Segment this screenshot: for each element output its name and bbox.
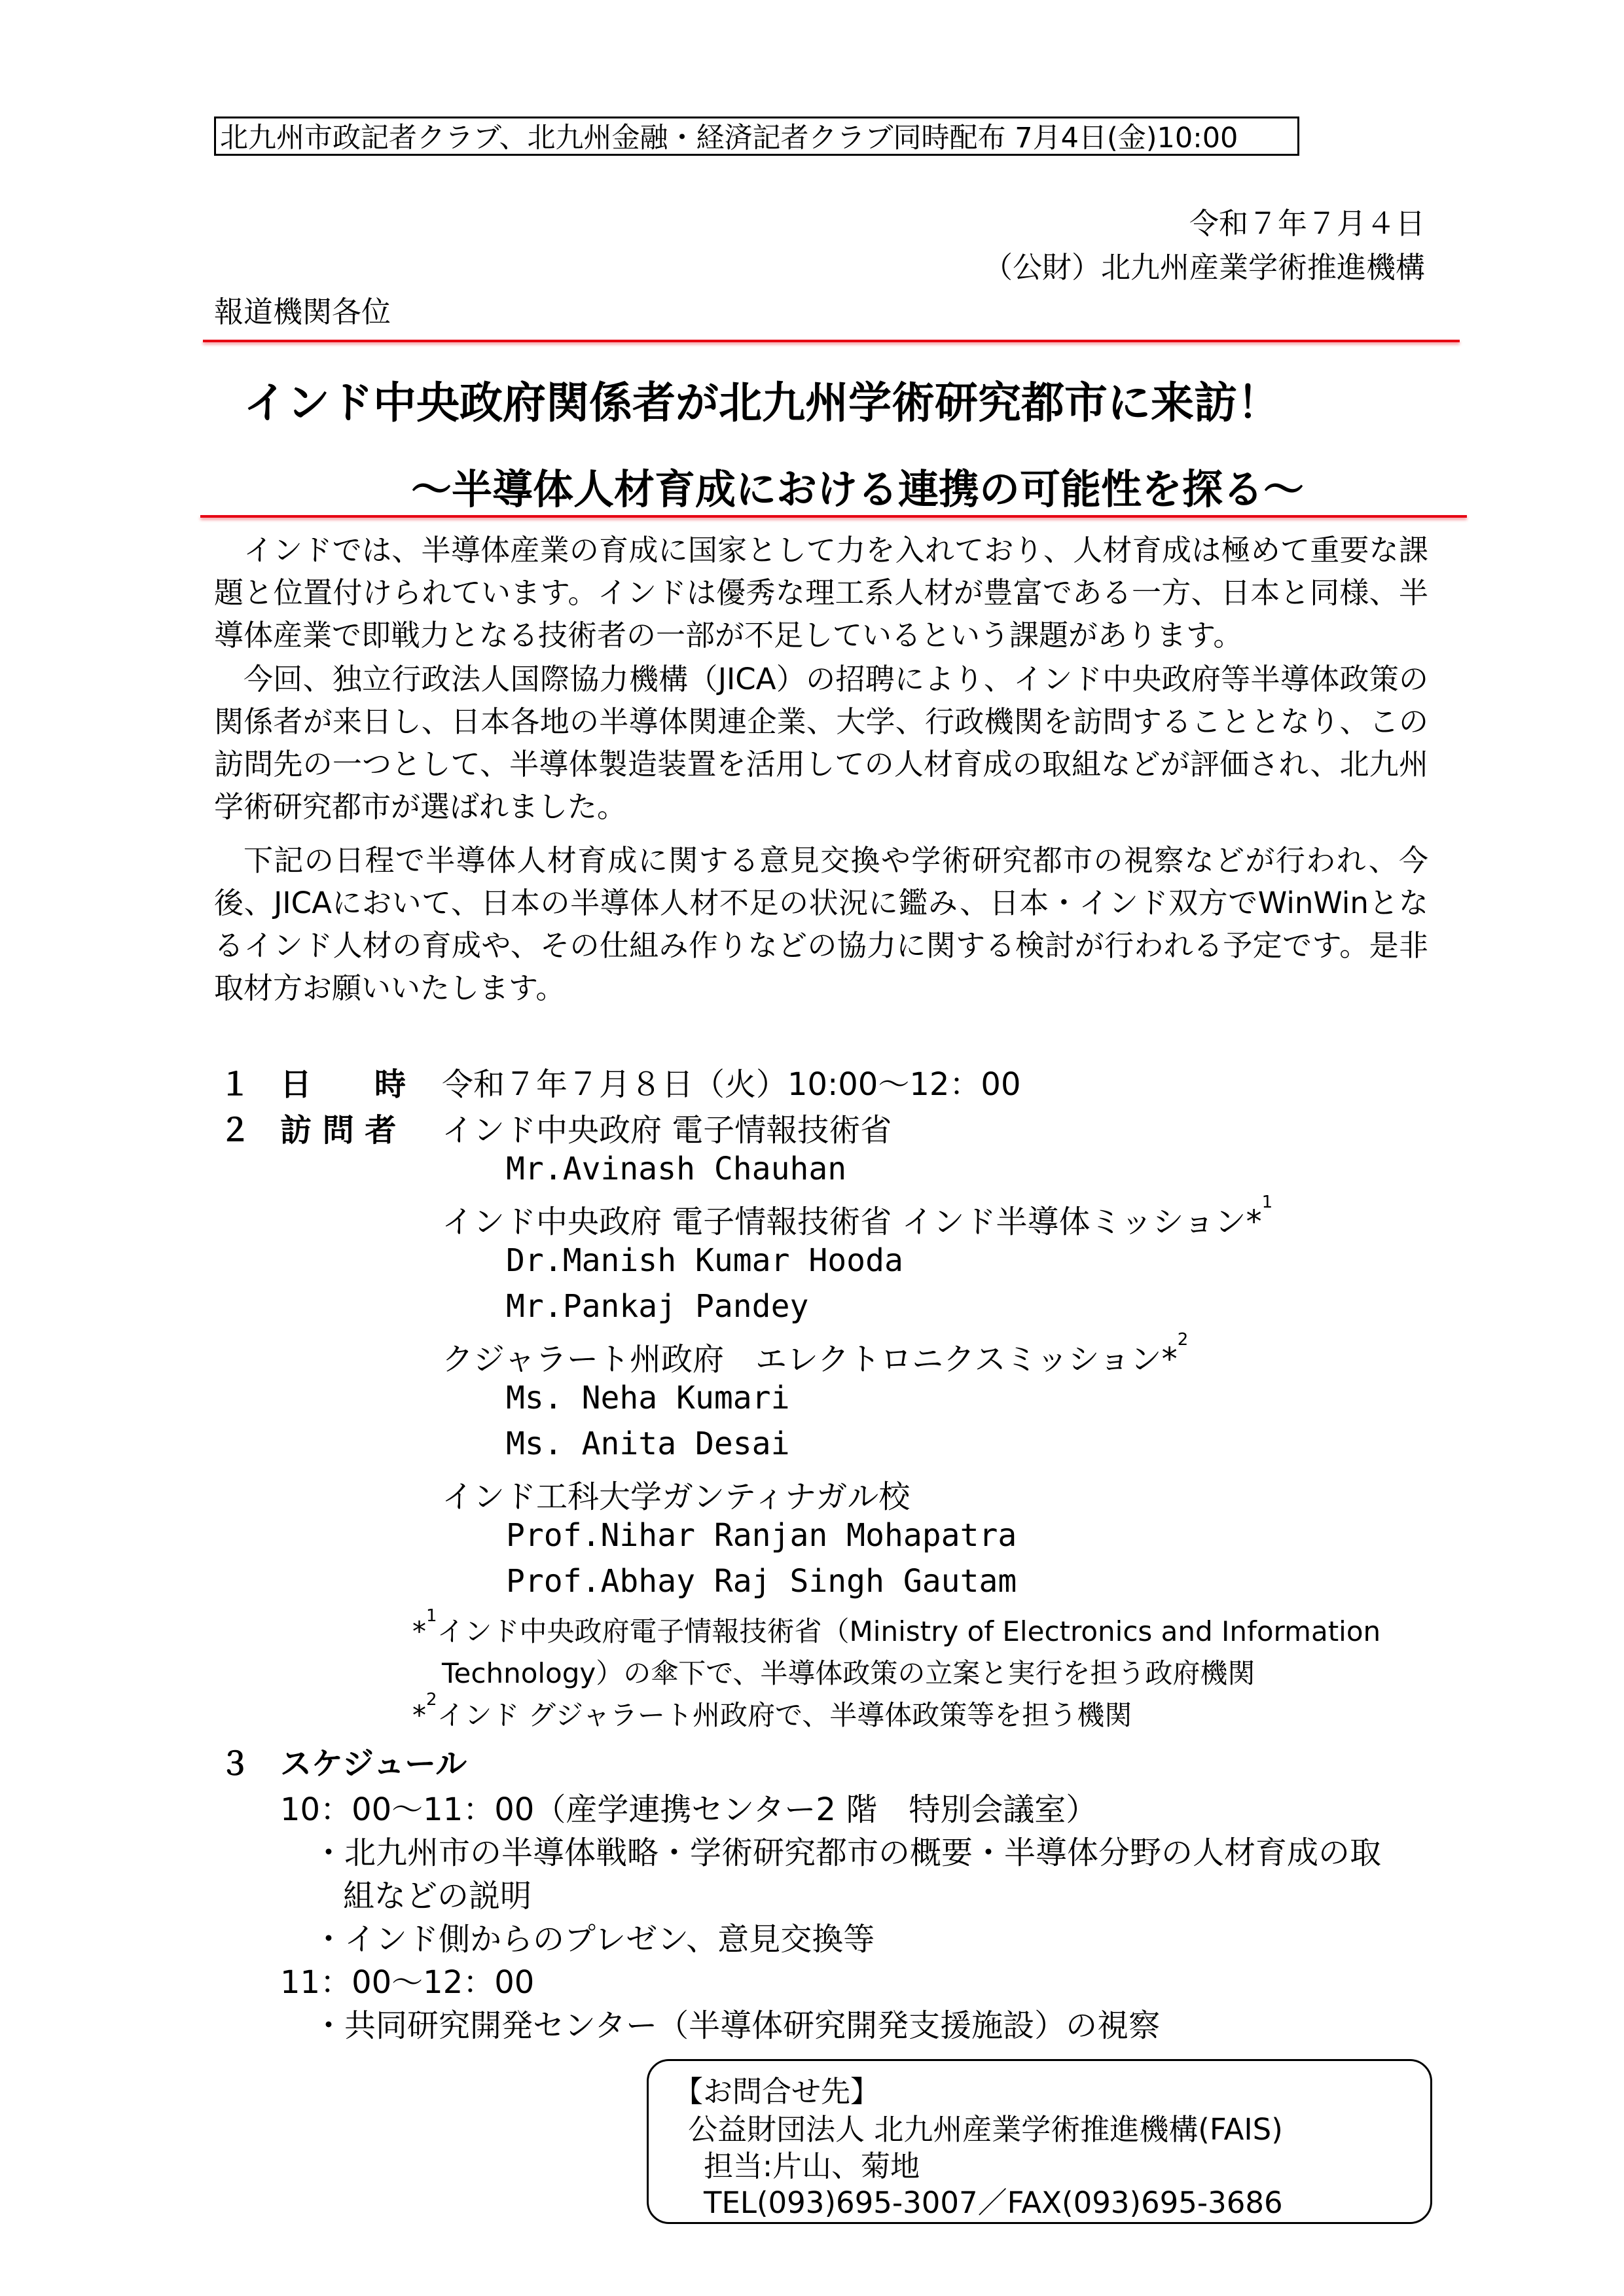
schedule-time: 10：00～11：00（産学連携センター2 階 特別会議室） <box>280 1791 1098 1828</box>
visitor-org: インド工科大学ガンティナガル校 <box>442 1479 911 1515</box>
contact-organization: 公益財団法人 北九州産業学術推進機構(FAIS) <box>688 2112 1283 2147</box>
visitor-name: Prof.Nihar Ranjan Mohapatra <box>506 1517 1017 1554</box>
distribution-notice: 北九州市政記者クラブ、北九州金融・経済記者クラブ同時配布 7月4日(金)10:00 <box>214 117 1299 156</box>
schedule-time: 11：00～12：00 <box>280 1964 535 2001</box>
contact-person: 担当:片山、菊地 <box>704 2149 920 2183</box>
footnote-1: *$^1$インド中央政府電子情報技術省（Ministry of Electronics and Information <box>412 1606 1381 1647</box>
addressee: 報道機関各位 <box>214 295 391 329</box>
title-bottom-rule <box>200 515 1467 518</box>
visitor-name: Prof.Abhay Raj Singh Gautam <box>506 1563 1017 1600</box>
section-1-label: 日 時 <box>280 1066 406 1103</box>
visitor-name: Ms. Neha Kumari <box>506 1380 790 1416</box>
contact-box <box>647 2059 1432 2224</box>
body-paragraph-1: インドでは、半導体産業の育成に国家として力を入れており、人材育成は極めて重要な課題と位置付けられています。インドは優秀な理工系人材が豊富である一方、日本と同様、半導体産業で即戦力となる技術者の一部が不足しているという課題があります。 <box>214 533 1428 653</box>
page-title: インド中央政府関係者が北九州学術研究都市に来訪！ <box>244 378 1280 428</box>
schedule-item: ・北九州市の半導体戦略・学術研究都市の概要・半導体分野の人材育成の取 <box>313 1835 1382 1871</box>
issuer: （公財）北九州産業学術推進機構 <box>983 250 1425 285</box>
visitor-org: インド中央政府 電子情報技術省 インド半導体ミッション*$^1$ <box>442 1193 1273 1240</box>
release-date: 令和７年７月４日 <box>1189 206 1425 241</box>
visitor-org: インド中央政府 電子情報技術省 <box>442 1112 892 1149</box>
footnote-ref: 2 <box>1177 1330 1189 1350</box>
visitor-name: Ms. Anita Desai <box>506 1426 790 1462</box>
visitor-name: Mr.Avinash Chauhan <box>506 1151 847 1187</box>
schedule-item: ・共同研究開発センター（半導体研究開発支援施設）の視察 <box>313 2007 1161 2044</box>
footnote-1-continued: Technology）の傘下で、半導体政策の立案と実行を担う政府機関 <box>442 1657 1255 1689</box>
title-top-rule <box>203 340 1460 342</box>
body-paragraph-2: 今回、独立行政法人国際協力機構（JICA）の招聘により、インド中央政府等半導体政策の関係者が来日し、日本各地の半導体関連企業、大学、行政機関を訪問することとなり、この訪問先の一つとして、半導体製造装置を活用しての人材育成の取組などが評価され、北九州学術研究都市が選ばれました。 <box>214 662 1428 824</box>
visitor-org: クジャラート州政府 エレクトロニクスミッション*$^2$ <box>442 1330 1189 1378</box>
footnote-ref: 1 <box>1261 1193 1273 1212</box>
visitor-name: Mr.Pankaj Pandey <box>506 1288 809 1325</box>
section-1-number: １ <box>219 1066 251 1103</box>
contact-heading: 【お問合せ先】 <box>674 2074 880 2109</box>
contact-phone-fax: TEL(093)695-3007／FAX(093)695-3686 <box>704 2185 1283 2220</box>
section-3-label: スケジュール <box>280 1746 467 1782</box>
footnote-2: *$^2$インド グジャラート州政府で、半導体政策等を担う機関 <box>412 1690 1132 1731</box>
section-2-number: ２ <box>219 1112 251 1149</box>
schedule-item: ・インド側からのプレゼン、意見交換等 <box>313 1921 875 1958</box>
event-datetime: 令和７年７月８日（火）10:00～12：00 <box>442 1066 1021 1103</box>
section-3-number: ３ <box>219 1746 251 1782</box>
body-paragraph-3: 下記の日程で半導体人材育成に関する意見交換や学術研究都市の視察などが行われ、今後、JICAにおいて、日本の半導体人材不足の状況に鑑み、日本・インド双方でWinWinとなるインド人材の育成や、その仕組み作りなどの協力に関する検討が行われる予定です。是非取材方お願いいたします。 <box>214 843 1428 1005</box>
page-subtitle: ～半導体人材育成における連携の可能性を探る～ <box>411 465 1305 513</box>
visitor-name: Dr.Manish Kumar Hooda <box>506 1242 903 1279</box>
schedule-item: 組などの説明 <box>343 1878 532 1914</box>
section-2-label: 訪 問 者 <box>280 1112 397 1149</box>
